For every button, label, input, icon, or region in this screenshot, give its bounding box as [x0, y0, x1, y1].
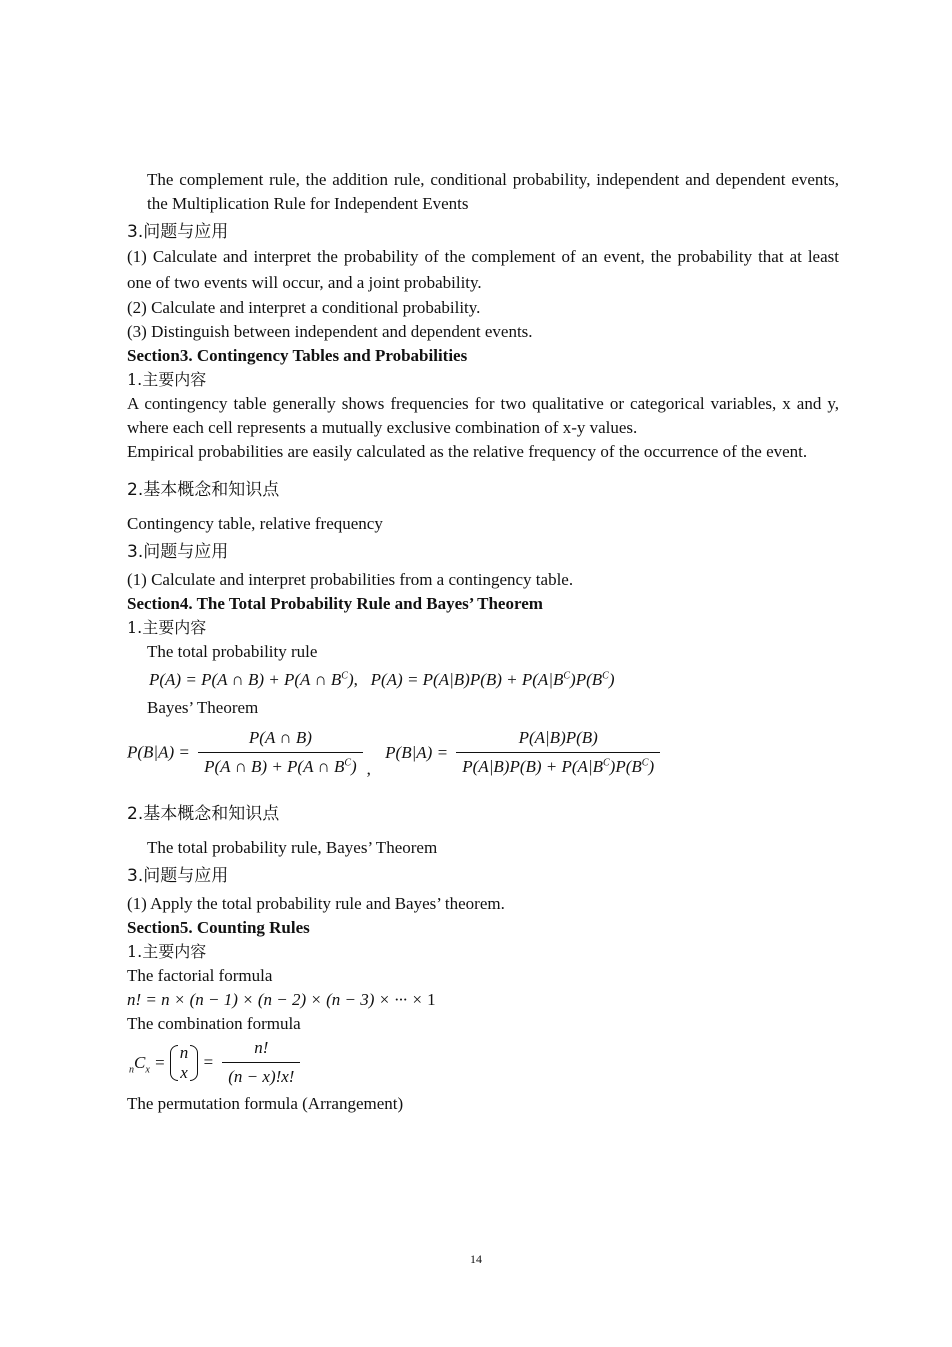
section4-concepts-text: The total probability rule, Bayes’ Theorem	[147, 838, 438, 857]
s2-application-item-2: (2) Calculate and interpret a conditional probability.	[127, 298, 481, 317]
bayes-theorem-formula: P(B|A) = $\frac{P(A \cap B)}{P(A \cap B) + P(A \cap B^C)}$ , P(B|A) = $\frac{P(A|B)P(B)}{P(A|B)P(B) + P(A|B^C)P(B^C)}$	[127, 726, 839, 790]
combination-formula: $_nC_x$ = n x = $\frac{n!}{(n - x)!x!}$	[127, 1036, 839, 1092]
section3-concepts-heading: 2.基本概念和知识点	[127, 480, 280, 500]
intro-paragraph: The complement rule, the addition rule, conditional probability, independent and dependent events, the Multiplication Rule for Independent Events	[147, 170, 839, 213]
page-content	[127, 168, 839, 1116]
section3-title: Section3. Contingency Tables and Probabilities	[127, 346, 468, 365]
s2-application-item-3: (3) Distinguish between independent and dependent events.	[127, 322, 533, 341]
section3-applications-heading: 3.问题与应用	[127, 542, 229, 562]
permutation-label: The permutation formula (Arrangement)	[127, 1094, 404, 1113]
section4-content-heading: 1.主要内容	[127, 618, 207, 637]
section3-content-heading: 1.主要内容	[127, 370, 207, 389]
section3-content-paragraph-2: Empirical probabilities are easily calculated as the relative frequency of the occurrence of the event.	[127, 442, 808, 461]
section4-applications-heading: 3.问题与应用	[127, 866, 229, 886]
section4-concepts-heading: 2.基本概念和知识点	[127, 804, 280, 824]
bayes-theorem-label: Bayes’ Theorem	[147, 698, 259, 717]
s2-applications-heading: 3.问题与应用	[127, 222, 229, 242]
factorial-label: The factorial formula	[127, 966, 273, 985]
section5-title: Section5. Counting Rules	[127, 918, 310, 937]
combination-label: The combination formula	[127, 1014, 301, 1033]
section4-applications-text: (1) Apply the total probability rule and Bayes’ theorem.	[127, 894, 505, 913]
section3-applications-text: (1) Calculate and interpret probabilities from a contingency table.	[127, 570, 574, 589]
section4-title: Section4. The Total Probability Rule and Bayes’ Theorem	[127, 594, 543, 613]
section3-concepts-text: Contingency table, relative frequency	[127, 514, 383, 533]
total-probability-formula: P(A) = P(A ∩ B) + P(A ∩ $B^C$), $P(A) = P(A|B)P(B) + P(A|B^C)P(B^C)$	[149, 670, 615, 689]
section3-content-paragraph-1: A contingency table generally shows frequencies for two qualitative or categorical variables, x and y, where each cell represents a mutually exclusive combination of x-y values.	[127, 394, 839, 437]
s2-application-item-1: (1) Calculate and interpret the probability of the complement of an event, the probability that at least one of two events will occur, and a joint probability.	[127, 247, 839, 292]
factorial-formula: n! = n × (n − 1) × (n − 2) × (n − 3) × ··· × 1	[127, 990, 436, 1009]
section5-content-heading: 1.主要内容	[127, 942, 207, 961]
page-number: 14	[470, 1252, 482, 1266]
total-probability-label: The total probability rule	[147, 642, 318, 661]
